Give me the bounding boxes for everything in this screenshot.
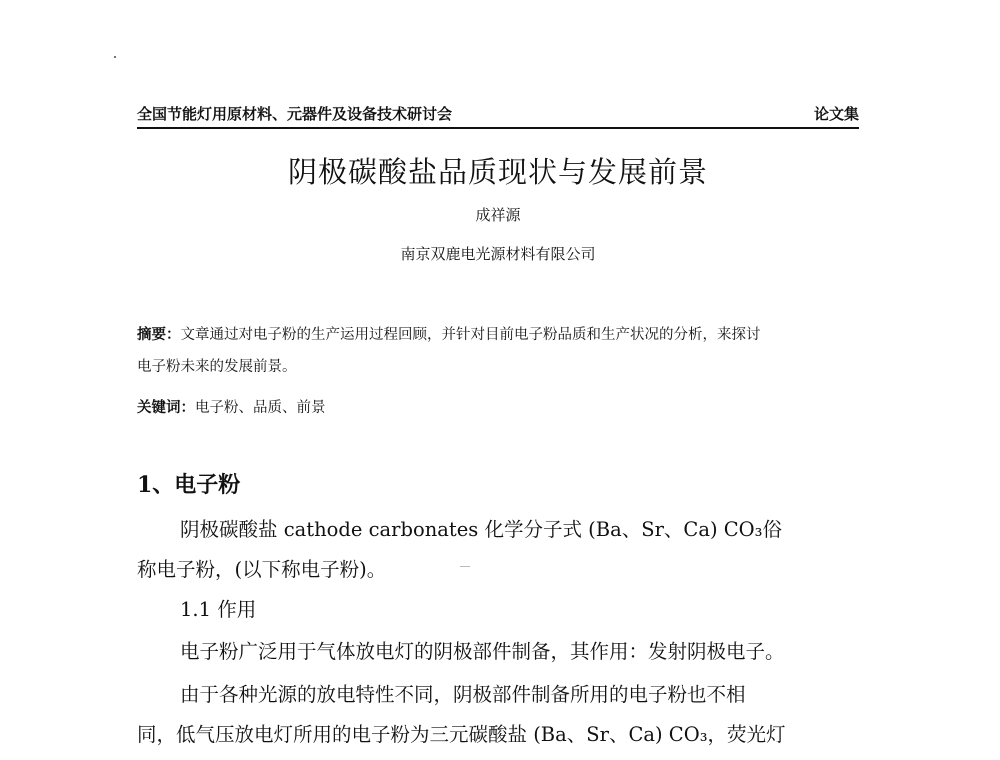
- subsection-heading: 1.1 作用: [180, 598, 257, 621]
- paragraph-1-line-1: 阴极碳酸盐 cathode carbonates 化学分子式 (Ba、Sr、Ca) CO₃俗: [180, 518, 782, 541]
- abstract-label: 摘要：: [137, 327, 181, 343]
- paragraph-2: 电子粉广泛用于气体放电灯的阴极部件制备，其作用：发射阴极电子。: [180, 640, 785, 663]
- scan-speck: [114, 56, 116, 58]
- conference-name: 全国节能灯用原材料、元器件及设备技术研讨会: [137, 105, 453, 123]
- abstract: [137, 319, 859, 383]
- collection-label: 论文集: [813, 105, 859, 123]
- section-heading: 1、电子粉: [137, 472, 241, 498]
- abstract-line-1: 文章通过对电子粉的生产运用过程回顾，并针对目前电子粉品质和生产状况的分析，来探讨: [180, 327, 761, 343]
- header-rule: [137, 127, 859, 129]
- scan-mark: [460, 566, 470, 567]
- keywords-label: 关键词：: [137, 400, 195, 416]
- running-header: [137, 102, 859, 126]
- author-affiliation: 南京双鹿电光源材料有限公司: [400, 245, 596, 263]
- keywords: [137, 396, 859, 420]
- paragraph-1-line-2: 称电子粉，(以下称电子粉)。: [137, 558, 387, 581]
- paper-title: 阴极碳酸盐品质现状与发展前景: [287, 155, 708, 189]
- abstract-line-2: 电子粉未来的发展前景。: [137, 359, 297, 375]
- paragraph-3-line-1: 由于各种光源的放电特性不同，阴极部件制备所用的电子粉也不相: [180, 683, 746, 706]
- paragraph-3-line-2: 同，低气压放电灯所用的电子粉为三元碳酸盐 (Ba、Sr、Ca) CO₃，荧光灯: [137, 723, 786, 746]
- keywords-list: 电子粉、品质、前景: [195, 400, 326, 416]
- author-name: 成祥源: [475, 206, 521, 224]
